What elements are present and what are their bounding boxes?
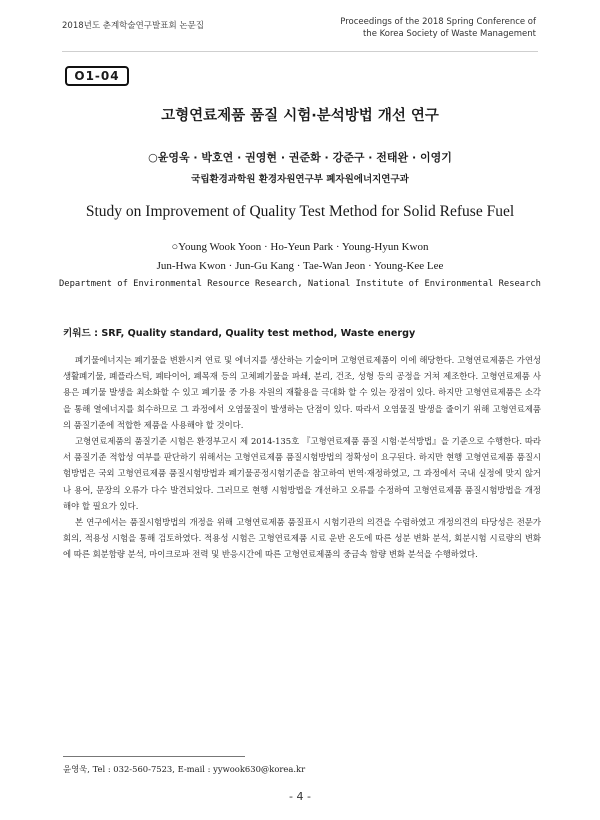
keywords-text: SRF, Quality standard, Quality test method, Waste energy xyxy=(101,328,416,339)
page-number: - 4 - xyxy=(289,790,311,803)
header-right-line2: the Korea Society of Waste Management xyxy=(362,29,536,39)
footnote-rule xyxy=(63,756,245,757)
authors-korean: ○윤영욱 · 박호연 · 권영현 · 권준화 · 강준구 · 전태완 · 이영기 xyxy=(148,151,452,164)
keywords xyxy=(63,325,415,339)
body-paragraph-2: 고형연료제품의 품질기준 시험은 환경부고시 제 2014-135호 『고형연료제품 품질 시험·분석방법』을 기준으로 수행한다. 따라서 품질기준 적합성 여부를 판단하기 위해서는 고형연료제품 품질시험방법의 정확성이 요구된다. 하지만 현행 고형연료제품 품질시험방법은 국외 고형연료제품 품질시험방법과 폐기물공정시험기준을 참고하여 번역·재정하였고, 그 과정에서 국내 실정에 맞지 않거나 용어, 문장의 오류가 다수 발견되었다. 그러므로 현행 시험방법을 개선하고 오류를 수정하여 고형연료제품 품질시험방법을 개정해야 할 필요가 있다. xyxy=(63,436,541,511)
authors-english-line1: ○Young Wook Yoon · Ho-Yeun Park · Young-Hyun Kwon xyxy=(171,241,429,253)
keywords-label: 키워드 : xyxy=(63,328,98,339)
affiliation-korean: 국립환경과학원 환경자원연구부 폐자원에너지연구과 xyxy=(191,174,409,185)
header-rule xyxy=(62,51,538,52)
title-english: Study on Improvement of Quality Test Method for Solid Refuse Fuel xyxy=(85,203,515,220)
body-paragraph-3: 본 연구에서는 품질시험방법의 개정을 위해 고형연료제품 품질표시 시험기관의 의견을 수렴하였고 개정의견의 타당성은 전문가 회의, 적용성 시험을 통해 검토하였다. 적용성 시험은 고형연료제품 시료 운반 온도에 따른 성분 변화 분석, 회분시험 시료량의 변화에 따른 회분함량 분석, 마이크로파 전력 및 반응시간에 따른 고형연료제품의 중금속 함량 변화 분석을 수행하였다. xyxy=(63,517,541,560)
title-korean: 고형연료제품 품질 시험·분석방법 개선 연구 xyxy=(161,108,439,124)
header-left: 2018년도 춘계학술연구발표회 논문집 xyxy=(62,21,204,31)
paper-id-badge: O1-04 xyxy=(65,66,129,86)
header-right-line1: Proceedings of the 2018 Spring Conference of xyxy=(340,17,536,27)
authors-english-line2: Jun-Hwa Kwon · Jun-Gu Kang · Tae-Wan Jeon · Young-Kee Lee xyxy=(156,260,444,272)
abstract-body xyxy=(63,352,541,563)
affiliation-english: Department of Environmental Resource Research, National Institute of Environmental Research xyxy=(59,279,541,289)
header-right xyxy=(340,16,536,40)
footnote: 윤영욱, Tel : 032-560-7523, E-mail : yywook630@korea.kr xyxy=(63,764,306,774)
body-paragraph-1: 폐기물에너지는 폐기물을 변환시켜 연료 및 에너지를 생산하는 기술이며 고형연료제품이 이에 해당한다. 고형연료제품은 가연성 생활폐기물, 폐플라스틱, 폐타이어, 폐목재 등의 고체폐기물을 파쇄, 분리, 건조, 성형 등의 공정을 거쳐 제조한다. 고형연료제품 사용은 폐기물 발생을 최소화할 수 있고 폐기물 중 가용 자원의 재활용을 극대화 할 수 있는 장점이 있다. 하지만 고형연료제품은 소각을 통해 열에너지를 회수하므로 그 과정에서 오염물질이 발생하는 단점이 있다. 따라서 오염물질 발생을 줄이기 위해 고형연료제품의 품질기준에 적합한 제품을 사용해야 할 것이다. xyxy=(63,355,541,430)
authors-english xyxy=(0,238,600,276)
